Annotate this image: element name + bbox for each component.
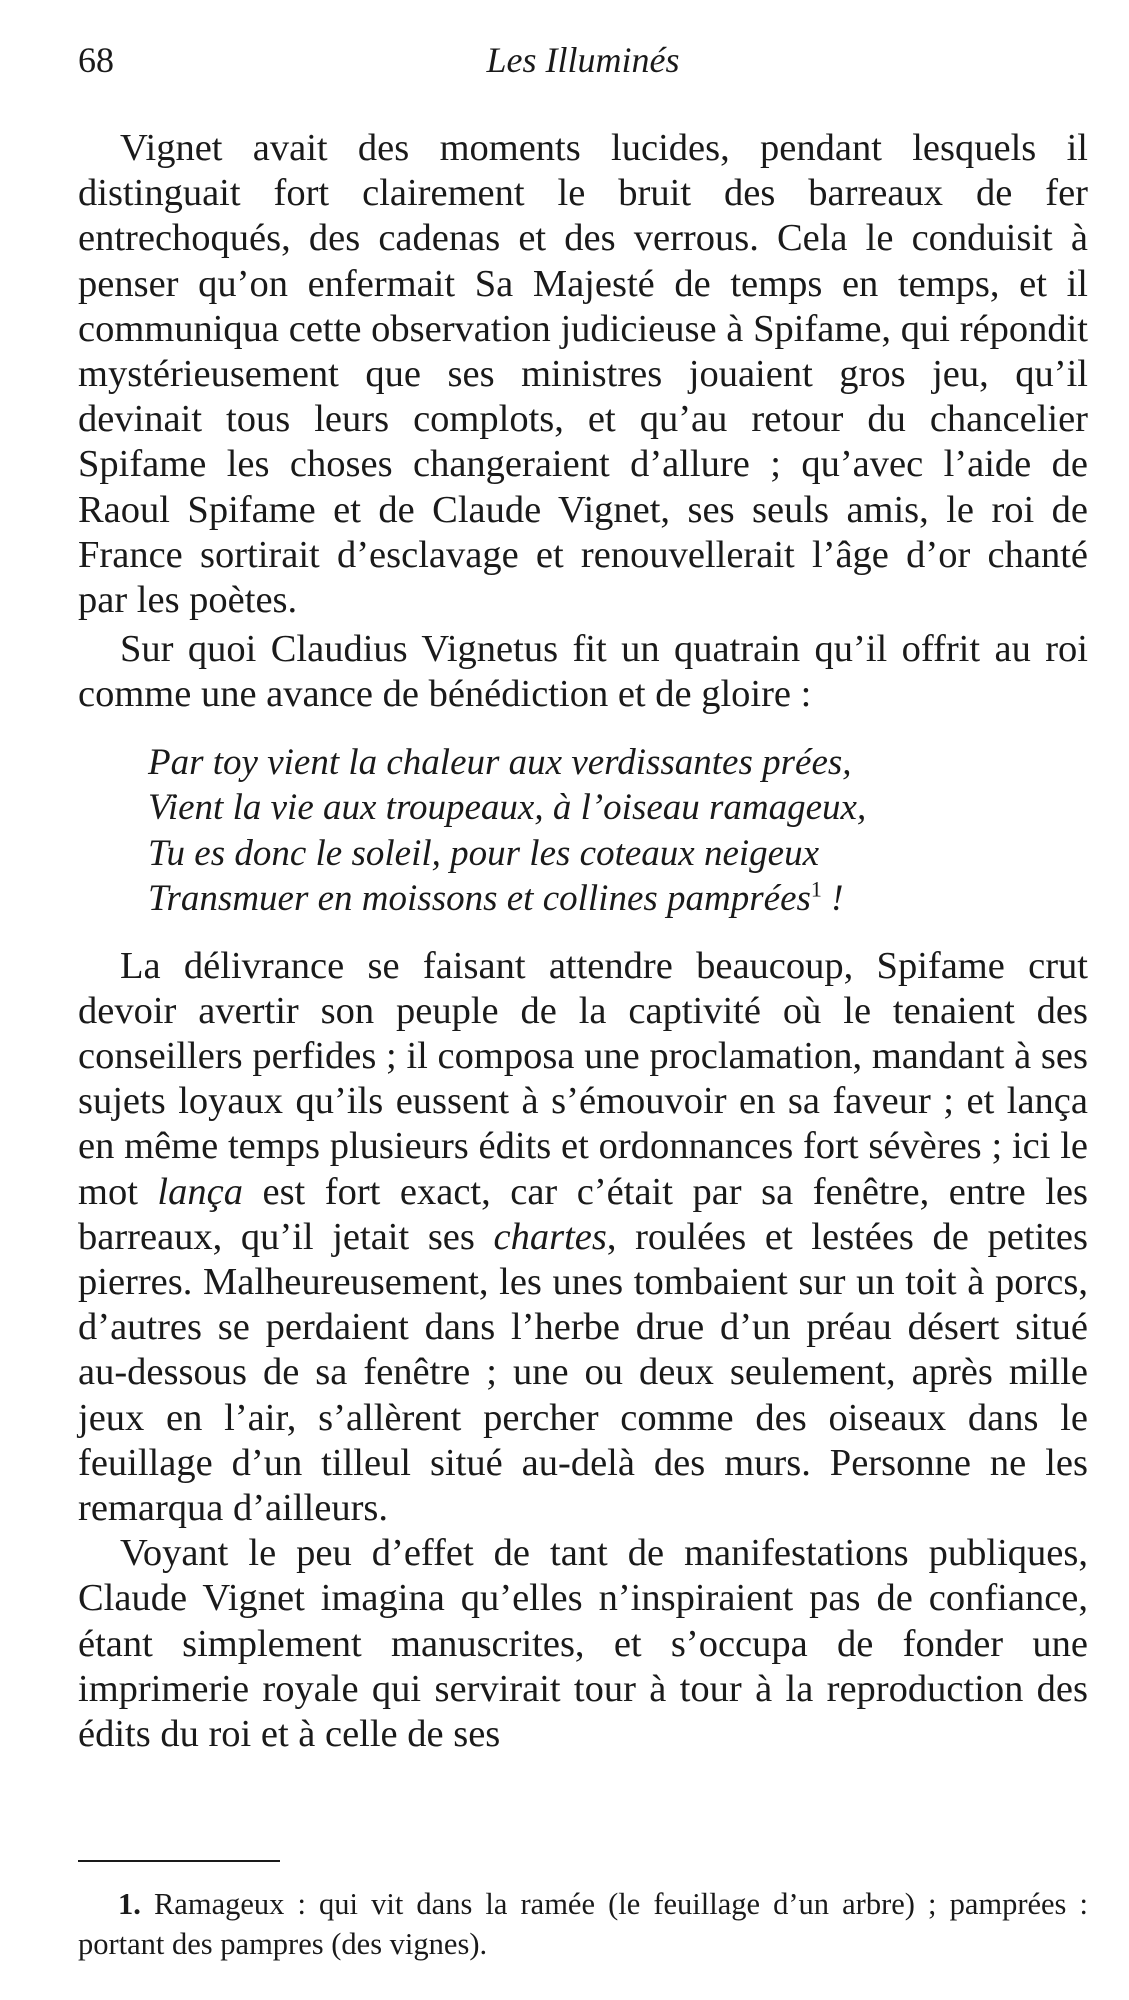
verse-line-4 bbox=[148, 876, 1088, 922]
footnote-text: Ramageux : qui vit dans la ramée (le feuillage d’un arbre) ; pamprées : portant des pampres (des vignes). bbox=[78, 1887, 1088, 1961]
emphasis: lança bbox=[157, 1170, 243, 1213]
paragraph: Vignet avait des moments lucides, pendant lesquels il distinguait fort clairement le bruit des barreaux de fer entrechoqués, des cadenas et des verrous. Cela le conduisit à penser qu’on enfermait Sa Majesté de temps en temps, et il communiqua cette observation judicieuse à Spifame, qui répondit mystérieusement que ses ministres jouaient gros jeu, qu’il devinait tous leurs complots, et qu’au retour du chancelier Spifame les choses changeraient d’allure ; qu’avec l’aide de Raoul Spifame et de Claude Vignet, ses seuls amis, le roi de France sortirait d’esclavage et renouvellerait l’âge d’or chanté par les poètes. bbox=[78, 127, 1088, 622]
verse-line: Vient la vie aux troupeaux, à l’oiseau ramageux, bbox=[148, 787, 867, 829]
verse-line: Tu es donc le soleil, pour les coteaux neigeux bbox=[148, 832, 819, 874]
quatrain bbox=[148, 740, 1088, 922]
paragraph-text: , roulées et lestées de petites pierres. Malheureusement, les unes tombaient sur un toit à porcs, d’autres se perdaient dans l’herbe drue d’un préau désert situé au-dessous de sa fenêtre ; une ou deux seulement, après mille jeux en l’air, s’allèrent percher comme des oiseaux dans le feuillage d’un tilleul situé au-delà des murs. Personne ne les remarqua d’ailleurs. bbox=[78, 1215, 1088, 1530]
verse-line: Par toy vient la chaleur aux verdissantes prées, bbox=[148, 741, 852, 783]
emphasis: chartes bbox=[493, 1215, 607, 1258]
paragraph bbox=[78, 944, 1088, 1532]
verse-line-text: Transmuer en moissons et collines pamprées bbox=[148, 878, 811, 920]
body-text bbox=[78, 126, 1088, 1757]
footnote-reference: 1 bbox=[810, 876, 822, 902]
footnote bbox=[78, 1884, 1088, 1964]
paragraph: Sur quoi Claudius Vignetus fit un quatrain qu’il offrit au roi comme une avance de bénédiction et de gloire : bbox=[78, 628, 1088, 716]
paragraph-text: est fort exact, car c’était par sa fenêtre, entre les barreaux, qu’il jetait ses bbox=[78, 1170, 1088, 1258]
verse-line-end: ! bbox=[821, 878, 844, 920]
footnote-divider bbox=[78, 1860, 280, 1862]
footnote-number: 1. bbox=[118, 1887, 141, 1921]
paragraph-text: La délivrance se faisant attendre beaucoup, Spifame crut devoir avertir son peuple de la captivité où le tenaient des conseillers perfides ; il composa une proclamation, mandant à ses sujets loyaux qu’ils eussent à s’émouvoir en sa faveur ; et lança en même temps plusieurs édits et ordonnances fort sévères ; ici le mot bbox=[78, 944, 1088, 1213]
page-number: 68 bbox=[78, 40, 114, 80]
paragraph: Voyant le peu d’effet de tant de manifestations publiques, Claude Vignet imagina qu’elles n’inspiraient pas de confiance, étant simplement manuscrites, et s’occupa de fonder une imprimerie royale qui servirait tour à tour à la reproduction des édits du roi et à celle de ses bbox=[78, 1532, 1088, 1756]
page-header bbox=[78, 30, 1088, 90]
running-title: Les Illuminés bbox=[486, 40, 680, 80]
